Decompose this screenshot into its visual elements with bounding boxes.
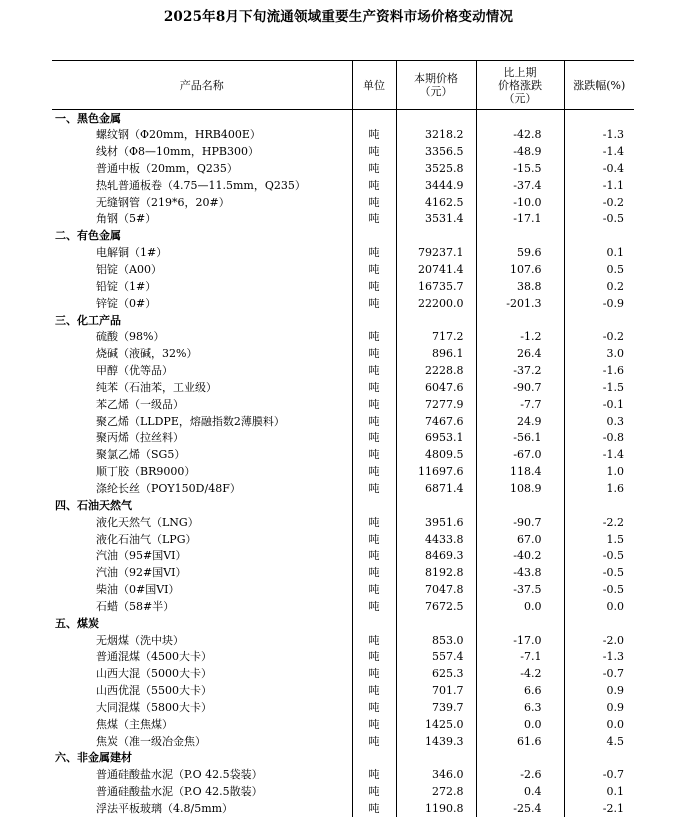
unit-cell: 吨 [352, 547, 396, 564]
change-percent-cell: -1.6 [564, 362, 634, 379]
header-unit: 单位 [352, 61, 396, 110]
table-row [52, 126, 634, 143]
table-row [52, 649, 634, 666]
current-price-cell: 16735.7 [396, 278, 476, 295]
category-empty-cell [396, 497, 476, 514]
price-change-cell: -40.2 [476, 547, 564, 564]
product-name-cell: 线材（Φ8—10mm，HPB300） [96, 145, 259, 159]
category-row [52, 312, 634, 329]
unit-cell: 吨 [352, 379, 396, 396]
category-empty-cell [564, 110, 634, 127]
category-row [52, 227, 634, 244]
table-row [52, 430, 634, 447]
change-percent-cell: 0.3 [564, 413, 634, 430]
product-name-cell: 烧碱（液碱，32%） [96, 347, 198, 361]
current-price-cell: 3218.2 [396, 126, 476, 143]
product-name-cell: 焦炭（准一级冶金焦） [96, 734, 206, 748]
product-name-cell: 柴油（0#国VI） [96, 583, 180, 597]
table-row [52, 345, 634, 362]
product-name-cell: 普通混煤（4500大卡） [96, 650, 212, 664]
unit-cell: 吨 [352, 733, 396, 750]
current-price-cell: 3951.6 [396, 514, 476, 531]
product-name-cell: 汽油（92#国VI） [96, 566, 187, 580]
table-row [52, 379, 634, 396]
category-empty-cell [564, 312, 634, 329]
table-row [52, 177, 634, 194]
change-percent-cell: -1.1 [564, 177, 634, 194]
product-name-cell: 电解铜（1#） [96, 246, 168, 260]
current-price-cell: 4433.8 [396, 531, 476, 548]
price-change-cell: 0.0 [476, 598, 564, 615]
price-change-cell: 67.0 [476, 531, 564, 548]
current-price-cell: 11697.6 [396, 463, 476, 480]
price-change-cell: -7.1 [476, 649, 564, 666]
product-name-cell: 浮法平板玻璃（4.8/5mm） [96, 802, 234, 816]
category-empty-cell [476, 110, 564, 127]
table-row [52, 211, 634, 228]
price-change-cell: -37.4 [476, 177, 564, 194]
change-percent-cell: 0.9 [564, 699, 634, 716]
current-price-cell: 22200.0 [396, 295, 476, 312]
unit-cell: 吨 [352, 682, 396, 699]
table-row [52, 716, 634, 733]
change-percent-cell: 0.9 [564, 682, 634, 699]
change-percent-cell: -0.2 [564, 194, 634, 211]
product-name-cell: 大同混煤（5800大卡） [96, 700, 212, 714]
current-price-cell: 7467.6 [396, 413, 476, 430]
table-row [52, 446, 634, 463]
category-empty-cell [352, 110, 396, 127]
document-title: 2025年8月下旬流通领域重要生产资料市场价格变动情况 [163, 9, 514, 25]
price-change-cell: -56.1 [476, 430, 564, 447]
category-empty-cell [352, 312, 396, 329]
product-name-cell: 锌锭（0#） [96, 296, 157, 310]
current-price-cell: 8469.3 [396, 547, 476, 564]
price-change-cell: -2.6 [476, 766, 564, 783]
unit-cell: 吨 [352, 261, 396, 278]
unit-cell: 吨 [352, 446, 396, 463]
table-row [52, 800, 634, 817]
category-row [52, 497, 634, 514]
table-row [52, 194, 634, 211]
change-percent-cell: -0.5 [564, 581, 634, 598]
unit-cell: 吨 [352, 632, 396, 649]
current-price-cell: 79237.1 [396, 244, 476, 261]
header-change-percent: 涨跌幅(%) [564, 61, 634, 110]
table-row [52, 581, 634, 598]
unit-cell: 吨 [352, 278, 396, 295]
category-empty-cell [352, 750, 396, 767]
unit-cell: 吨 [352, 177, 396, 194]
table-row [52, 413, 634, 430]
change-percent-cell: 0.5 [564, 261, 634, 278]
product-name-cell: 液化石油气（LPG） [96, 532, 197, 546]
price-change-cell: 24.9 [476, 413, 564, 430]
product-name-cell: 角钢（5#） [96, 212, 157, 226]
category-empty-cell [352, 227, 396, 244]
unit-cell: 吨 [352, 345, 396, 362]
product-name-cell: 甲醇（优等品） [96, 364, 173, 378]
category-name: 三、化工产品 [55, 313, 121, 327]
category-empty-cell [476, 312, 564, 329]
table-row [52, 480, 634, 497]
change-percent-cell: -0.5 [564, 547, 634, 564]
product-name-cell: 螺纹钢（Φ20mm，HRB400E） [96, 128, 261, 142]
product-name-cell: 山西大混（5000大卡） [96, 667, 212, 681]
price-change-cell: -4.2 [476, 665, 564, 682]
current-price-cell: 701.7 [396, 682, 476, 699]
product-name-cell: 苯乙烯（一级品） [96, 397, 184, 411]
header-current-price-line1: 本期价格 [414, 72, 458, 85]
price-change-cell: -67.0 [476, 446, 564, 463]
current-price-cell: 3356.5 [396, 143, 476, 160]
change-percent-cell: -0.1 [564, 396, 634, 413]
category-empty-cell [352, 497, 396, 514]
change-percent-cell: -0.5 [564, 211, 634, 228]
table-row [52, 733, 634, 750]
current-price-cell: 3444.9 [396, 177, 476, 194]
product-name-cell: 聚丙烯（拉丝料） [96, 431, 184, 445]
current-price-cell: 7672.5 [396, 598, 476, 615]
table-row [52, 632, 634, 649]
table-row [52, 295, 634, 312]
unit-cell: 吨 [352, 244, 396, 261]
table-row [52, 531, 634, 548]
table-row [52, 261, 634, 278]
unit-cell: 吨 [352, 766, 396, 783]
category-empty-cell [564, 227, 634, 244]
price-change-cell: -43.8 [476, 564, 564, 581]
header-price-change-line1: 比上期 [503, 65, 537, 79]
category-empty-cell [396, 110, 476, 127]
change-percent-cell: 0.1 [564, 783, 634, 800]
unit-cell: 吨 [352, 783, 396, 800]
category-name: 一、黑色金属 [55, 111, 121, 125]
product-name-cell: 液化天然气（LNG） [96, 515, 199, 529]
table-row [52, 396, 634, 413]
price-change-cell: 108.9 [476, 480, 564, 497]
table-body [52, 110, 634, 817]
price-change-cell: -201.3 [476, 295, 564, 312]
unit-cell: 吨 [352, 396, 396, 413]
unit-cell: 吨 [352, 699, 396, 716]
current-price-cell: 346.0 [396, 766, 476, 783]
header-current-price [396, 61, 476, 110]
table-row [52, 699, 634, 716]
product-name-cell: 普通中板（20mm，Q235） [96, 161, 238, 175]
product-name-cell: 硫酸（98%） [96, 330, 165, 344]
current-price-cell: 557.4 [396, 649, 476, 666]
table-row [52, 547, 634, 564]
table-row [52, 665, 634, 682]
product-name-cell: 石蜡（58#半） [96, 599, 175, 613]
price-change-cell: -1.2 [476, 328, 564, 345]
current-price-cell: 3531.4 [396, 211, 476, 228]
price-change-cell: 26.4 [476, 345, 564, 362]
current-price-cell: 6047.6 [396, 379, 476, 396]
current-price-cell: 8192.8 [396, 564, 476, 581]
change-percent-cell: -2.1 [564, 800, 634, 817]
header-price-change-line3: （元） [503, 91, 537, 105]
price-change-cell: -37.5 [476, 581, 564, 598]
table-row [52, 514, 634, 531]
unit-cell: 吨 [352, 126, 396, 143]
product-name-cell: 普通硅酸盐水泥（P.O 42.5袋装） [96, 768, 263, 782]
price-change-cell: -17.1 [476, 211, 564, 228]
category-empty-cell [476, 497, 564, 514]
product-name-cell: 铝锭（A00） [96, 263, 162, 277]
current-price-cell: 4809.5 [396, 446, 476, 463]
unit-cell: 吨 [352, 295, 396, 312]
change-percent-cell: -0.7 [564, 766, 634, 783]
price-table [52, 60, 634, 817]
table-row [52, 564, 634, 581]
header-price-change-line2: 价格涨跌 [498, 78, 542, 92]
price-change-cell: 59.6 [476, 244, 564, 261]
change-percent-cell: -0.5 [564, 564, 634, 581]
change-percent-cell: -0.8 [564, 430, 634, 447]
unit-cell: 吨 [352, 514, 396, 531]
category-empty-cell [396, 615, 476, 632]
price-change-cell: -90.7 [476, 379, 564, 396]
product-name-cell: 汽油（95#国VI） [96, 549, 187, 563]
price-change-cell: 6.6 [476, 682, 564, 699]
category-name: 六、非金属建材 [55, 751, 132, 765]
price-change-cell: 0.0 [476, 716, 564, 733]
unit-cell: 吨 [352, 362, 396, 379]
price-change-cell: -37.2 [476, 362, 564, 379]
change-percent-cell: 1.6 [564, 480, 634, 497]
current-price-cell: 1425.0 [396, 716, 476, 733]
category-name: 四、石油天然气 [55, 498, 132, 512]
change-percent-cell: -1.4 [564, 143, 634, 160]
current-price-cell: 739.7 [396, 699, 476, 716]
category-empty-cell [476, 615, 564, 632]
current-price-cell: 20741.4 [396, 261, 476, 278]
product-name-cell: 无缝钢管（219*6，20#） [96, 195, 230, 209]
category-row [52, 110, 634, 127]
unit-cell: 吨 [352, 160, 396, 177]
change-percent-cell: 0.0 [564, 716, 634, 733]
unit-cell: 吨 [352, 480, 396, 497]
unit-cell: 吨 [352, 581, 396, 598]
header-price-change [476, 61, 564, 110]
unit-cell: 吨 [352, 194, 396, 211]
change-percent-cell: -2.2 [564, 514, 634, 531]
header-product-name: 产品名称 [52, 61, 352, 110]
current-price-cell: 896.1 [396, 345, 476, 362]
current-price-cell: 7277.9 [396, 396, 476, 413]
unit-cell: 吨 [352, 649, 396, 666]
change-percent-cell: 0.1 [564, 244, 634, 261]
change-percent-cell: -1.4 [564, 446, 634, 463]
price-change-cell: 38.8 [476, 278, 564, 295]
change-percent-cell: 0.0 [564, 598, 634, 615]
price-change-cell: -48.9 [476, 143, 564, 160]
category-empty-cell [476, 227, 564, 244]
product-name-cell: 铅锭（1#） [96, 279, 157, 293]
product-name-cell: 聚乙烯（LLDPE，熔融指数2薄膜料） [96, 414, 285, 428]
table-row [52, 682, 634, 699]
category-empty-cell [564, 750, 634, 767]
current-price-cell: 625.3 [396, 665, 476, 682]
price-change-cell: 0.4 [476, 783, 564, 800]
change-percent-cell: 3.0 [564, 345, 634, 362]
table-row [52, 160, 634, 177]
unit-cell: 吨 [352, 430, 396, 447]
current-price-cell: 853.0 [396, 632, 476, 649]
price-change-cell: -7.7 [476, 396, 564, 413]
product-name-cell: 无烟煤（洗中块） [96, 633, 184, 647]
category-name: 二、有色金属 [55, 229, 121, 243]
table-row [52, 783, 634, 800]
change-percent-cell: -0.4 [564, 160, 634, 177]
table-header [52, 61, 634, 110]
unit-cell: 吨 [352, 463, 396, 480]
unit-cell: 吨 [352, 328, 396, 345]
table-row [52, 766, 634, 783]
unit-cell: 吨 [352, 598, 396, 615]
change-percent-cell: 1.5 [564, 531, 634, 548]
table-row [52, 143, 634, 160]
table-row [52, 598, 634, 615]
unit-cell: 吨 [352, 413, 396, 430]
change-percent-cell: 1.0 [564, 463, 634, 480]
table-row [52, 463, 634, 480]
category-row [52, 750, 634, 767]
current-price-cell: 272.8 [396, 783, 476, 800]
category-empty-cell [396, 750, 476, 767]
product-name-cell: 顺丁胶（BR9000） [96, 465, 196, 479]
current-price-cell: 1190.8 [396, 800, 476, 817]
product-name-cell: 聚氯乙烯（SG5） [96, 448, 186, 462]
current-price-cell: 2228.8 [396, 362, 476, 379]
product-name-cell: 普通硅酸盐水泥（P.O 42.5散装） [96, 785, 263, 799]
change-percent-cell: -2.0 [564, 632, 634, 649]
price-change-cell: 6.3 [476, 699, 564, 716]
price-change-cell: 107.6 [476, 261, 564, 278]
category-row [52, 615, 634, 632]
current-price-cell: 6953.1 [396, 430, 476, 447]
unit-cell: 吨 [352, 564, 396, 581]
change-percent-cell: -0.7 [564, 665, 634, 682]
change-percent-cell: 0.2 [564, 278, 634, 295]
price-change-cell: -90.7 [476, 514, 564, 531]
price-change-cell: -42.8 [476, 126, 564, 143]
table-row [52, 362, 634, 379]
change-percent-cell: -1.3 [564, 126, 634, 143]
unit-cell: 吨 [352, 800, 396, 817]
category-empty-cell [396, 312, 476, 329]
product-name-cell: 涤纶长丝（POY150D/48F） [96, 481, 241, 495]
price-change-cell: 61.6 [476, 733, 564, 750]
change-percent-cell: 4.5 [564, 733, 634, 750]
price-change-cell: -10.0 [476, 194, 564, 211]
unit-cell: 吨 [352, 716, 396, 733]
category-name: 五、煤炭 [55, 616, 99, 630]
current-price-cell: 1439.3 [396, 733, 476, 750]
change-percent-cell: -0.2 [564, 328, 634, 345]
product-name-cell: 山西优混（5500大卡） [96, 684, 212, 698]
table-row [52, 278, 634, 295]
current-price-cell: 3525.8 [396, 160, 476, 177]
price-change-cell: -15.5 [476, 160, 564, 177]
price-change-cell: -17.0 [476, 632, 564, 649]
unit-cell: 吨 [352, 531, 396, 548]
product-name-cell: 热轧普通板卷（4.75—11.5mm，Q235） [96, 178, 306, 192]
unit-cell: 吨 [352, 143, 396, 160]
current-price-cell: 6871.4 [396, 480, 476, 497]
category-empty-cell [352, 615, 396, 632]
category-empty-cell [564, 615, 634, 632]
price-change-cell: 118.4 [476, 463, 564, 480]
current-price-cell: 4162.5 [396, 194, 476, 211]
change-percent-cell: -0.9 [564, 295, 634, 312]
header-current-price-line2: （元） [419, 85, 453, 98]
unit-cell: 吨 [352, 211, 396, 228]
unit-cell: 吨 [352, 665, 396, 682]
category-empty-cell [564, 497, 634, 514]
change-percent-cell: -1.5 [564, 379, 634, 396]
table-row [52, 244, 634, 261]
product-name-cell: 焦煤（主焦煤） [96, 717, 173, 731]
table-row [52, 328, 634, 345]
category-empty-cell [476, 750, 564, 767]
current-price-cell: 7047.8 [396, 581, 476, 598]
product-name-cell: 纯苯（石油苯，工业级） [96, 380, 217, 394]
category-empty-cell [396, 227, 476, 244]
price-change-cell: -25.4 [476, 800, 564, 817]
current-price-cell: 717.2 [396, 328, 476, 345]
change-percent-cell: -1.3 [564, 649, 634, 666]
